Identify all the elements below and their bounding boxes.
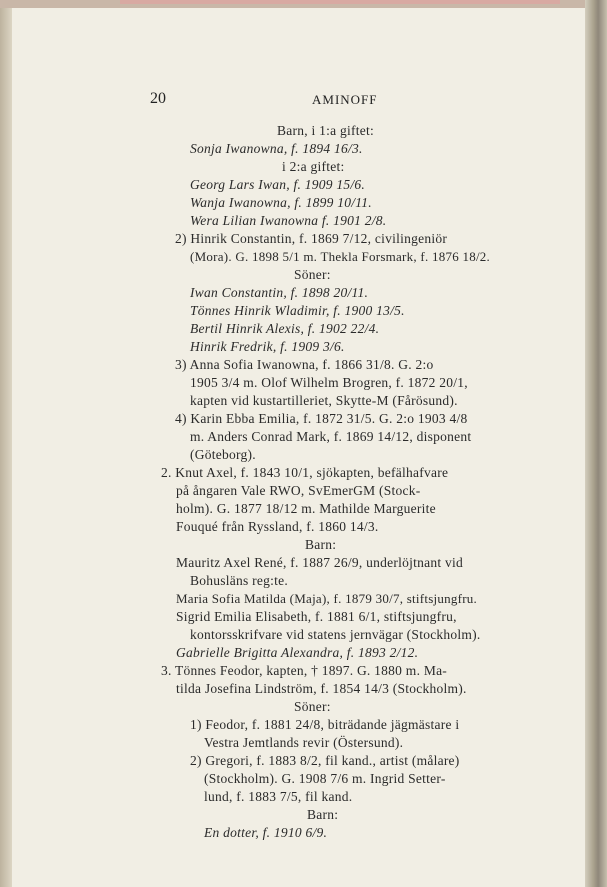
text-line: Bohusläns reg:te. bbox=[190, 573, 288, 588]
text-line: Barn: bbox=[307, 807, 339, 822]
text-line: 1) Feodor, f. 1881 24/8, biträdande jägmästare i bbox=[190, 717, 460, 732]
page-number: 20 bbox=[150, 90, 166, 107]
book-binding bbox=[0, 8, 12, 887]
text-line: Iwan Constantin, f. 1898 20/11. bbox=[190, 285, 369, 300]
text-line: på ångaren Vale RWO, SvEmerGM (Stock- bbox=[176, 483, 421, 498]
text-line: Barn, i 1:a giftet: bbox=[277, 123, 374, 138]
text-line: 3) Anna Sofia Iwanowna, f. 1866 31/8. G. 2:o bbox=[175, 357, 434, 372]
text-line: 3. Tönnes Feodor, kapten, † 1897. G. 1880 m. Ma- bbox=[161, 663, 448, 678]
text-line: (Stockholm). G. 1908 7/6 m. Ingrid Setter- bbox=[204, 771, 446, 786]
text-line: Wera Lilian Iwanowna f. 1901 2/8. bbox=[190, 213, 387, 228]
text-line: Wanja Iwanowna, f. 1899 10/11. bbox=[190, 195, 372, 210]
text-line: Gabrielle Brigitta Alexandra, f. 1893 2/12. bbox=[176, 645, 419, 660]
text-line: En dotter, f. 1910 6/9. bbox=[204, 825, 328, 840]
text-line: Vestra Jemtlands revir (Östersund). bbox=[204, 735, 404, 750]
scan-top-edge bbox=[0, 0, 607, 8]
text-line: Söner: bbox=[294, 699, 331, 714]
text-line: Fouqué från Ryssland, f. 1860 14/3. bbox=[176, 519, 379, 534]
text-line: Hinrik Fredrik, f. 1909 3/6. bbox=[190, 339, 345, 354]
text-line: 4) Karin Ebba Emilia, f. 1872 31/5. G. 2:o 1903 4/8 bbox=[175, 411, 468, 426]
text-line: Bertil Hinrik Alexis, f. 1902 22/4. bbox=[190, 321, 380, 336]
text-line: Mauritz Axel René, f. 1887 26/9, underlöjtnant vid bbox=[176, 555, 463, 570]
text-line: kontorsskrifvare vid statens jernvägar (Stockholm). bbox=[190, 627, 481, 642]
text-line: 1905 3/4 m. Olof Wilhelm Brogren, f. 1872 20/1, bbox=[190, 375, 468, 390]
text-line: Sigrid Emilia Elisabeth, f. 1881 6/1, stiftsjungfru, bbox=[176, 609, 457, 624]
text-line: i 2:a giftet: bbox=[282, 159, 345, 174]
text-line: (Mora). G. 1898 5/1 m. Thekla Forsmark, f. 1876 18/2. bbox=[190, 249, 491, 264]
page-edge bbox=[585, 0, 607, 887]
text-line: 2) Gregori, f. 1883 8/2, fil kand., artist (målare) bbox=[190, 753, 460, 768]
text-line: m. Anders Conrad Mark, f. 1869 14/12, disponent bbox=[190, 429, 472, 444]
text-line: Söner: bbox=[294, 267, 331, 282]
text-line: Georg Lars Iwan, f. 1909 15/6. bbox=[190, 177, 366, 192]
text-line: 2. Knut Axel, f. 1843 10/1, sjökapten, befälhafvare bbox=[161, 465, 449, 480]
text-line: Tönnes Hinrik Wladimir, f. 1900 13/5. bbox=[190, 303, 405, 318]
text-line: (Göteborg). bbox=[190, 447, 256, 462]
text-line: Barn: bbox=[305, 537, 337, 552]
text-line: Sonja Iwanowna, f. 1894 16/3. bbox=[190, 141, 363, 156]
text-line: Maria Sofia Matilda (Maja), f. 1879 30/7, stiftsjungfru. bbox=[176, 591, 478, 606]
text-line: 2) Hinrik Constantin, f. 1869 7/12, civilingeniör bbox=[175, 231, 448, 246]
running-head: AMINOFF bbox=[312, 92, 378, 107]
text-line: kapten vid kustartilleriet, Skytte-M (Fårösund). bbox=[190, 393, 458, 408]
book-page bbox=[12, 8, 585, 887]
text-line: lund, f. 1883 7/5, fil kand. bbox=[204, 789, 353, 804]
text-line: tilda Josefina Lindström, f. 1854 14/3 (Stockholm). bbox=[176, 681, 467, 696]
text-line: holm). G. 1877 18/12 m. Mathilde Marguerite bbox=[176, 501, 436, 516]
